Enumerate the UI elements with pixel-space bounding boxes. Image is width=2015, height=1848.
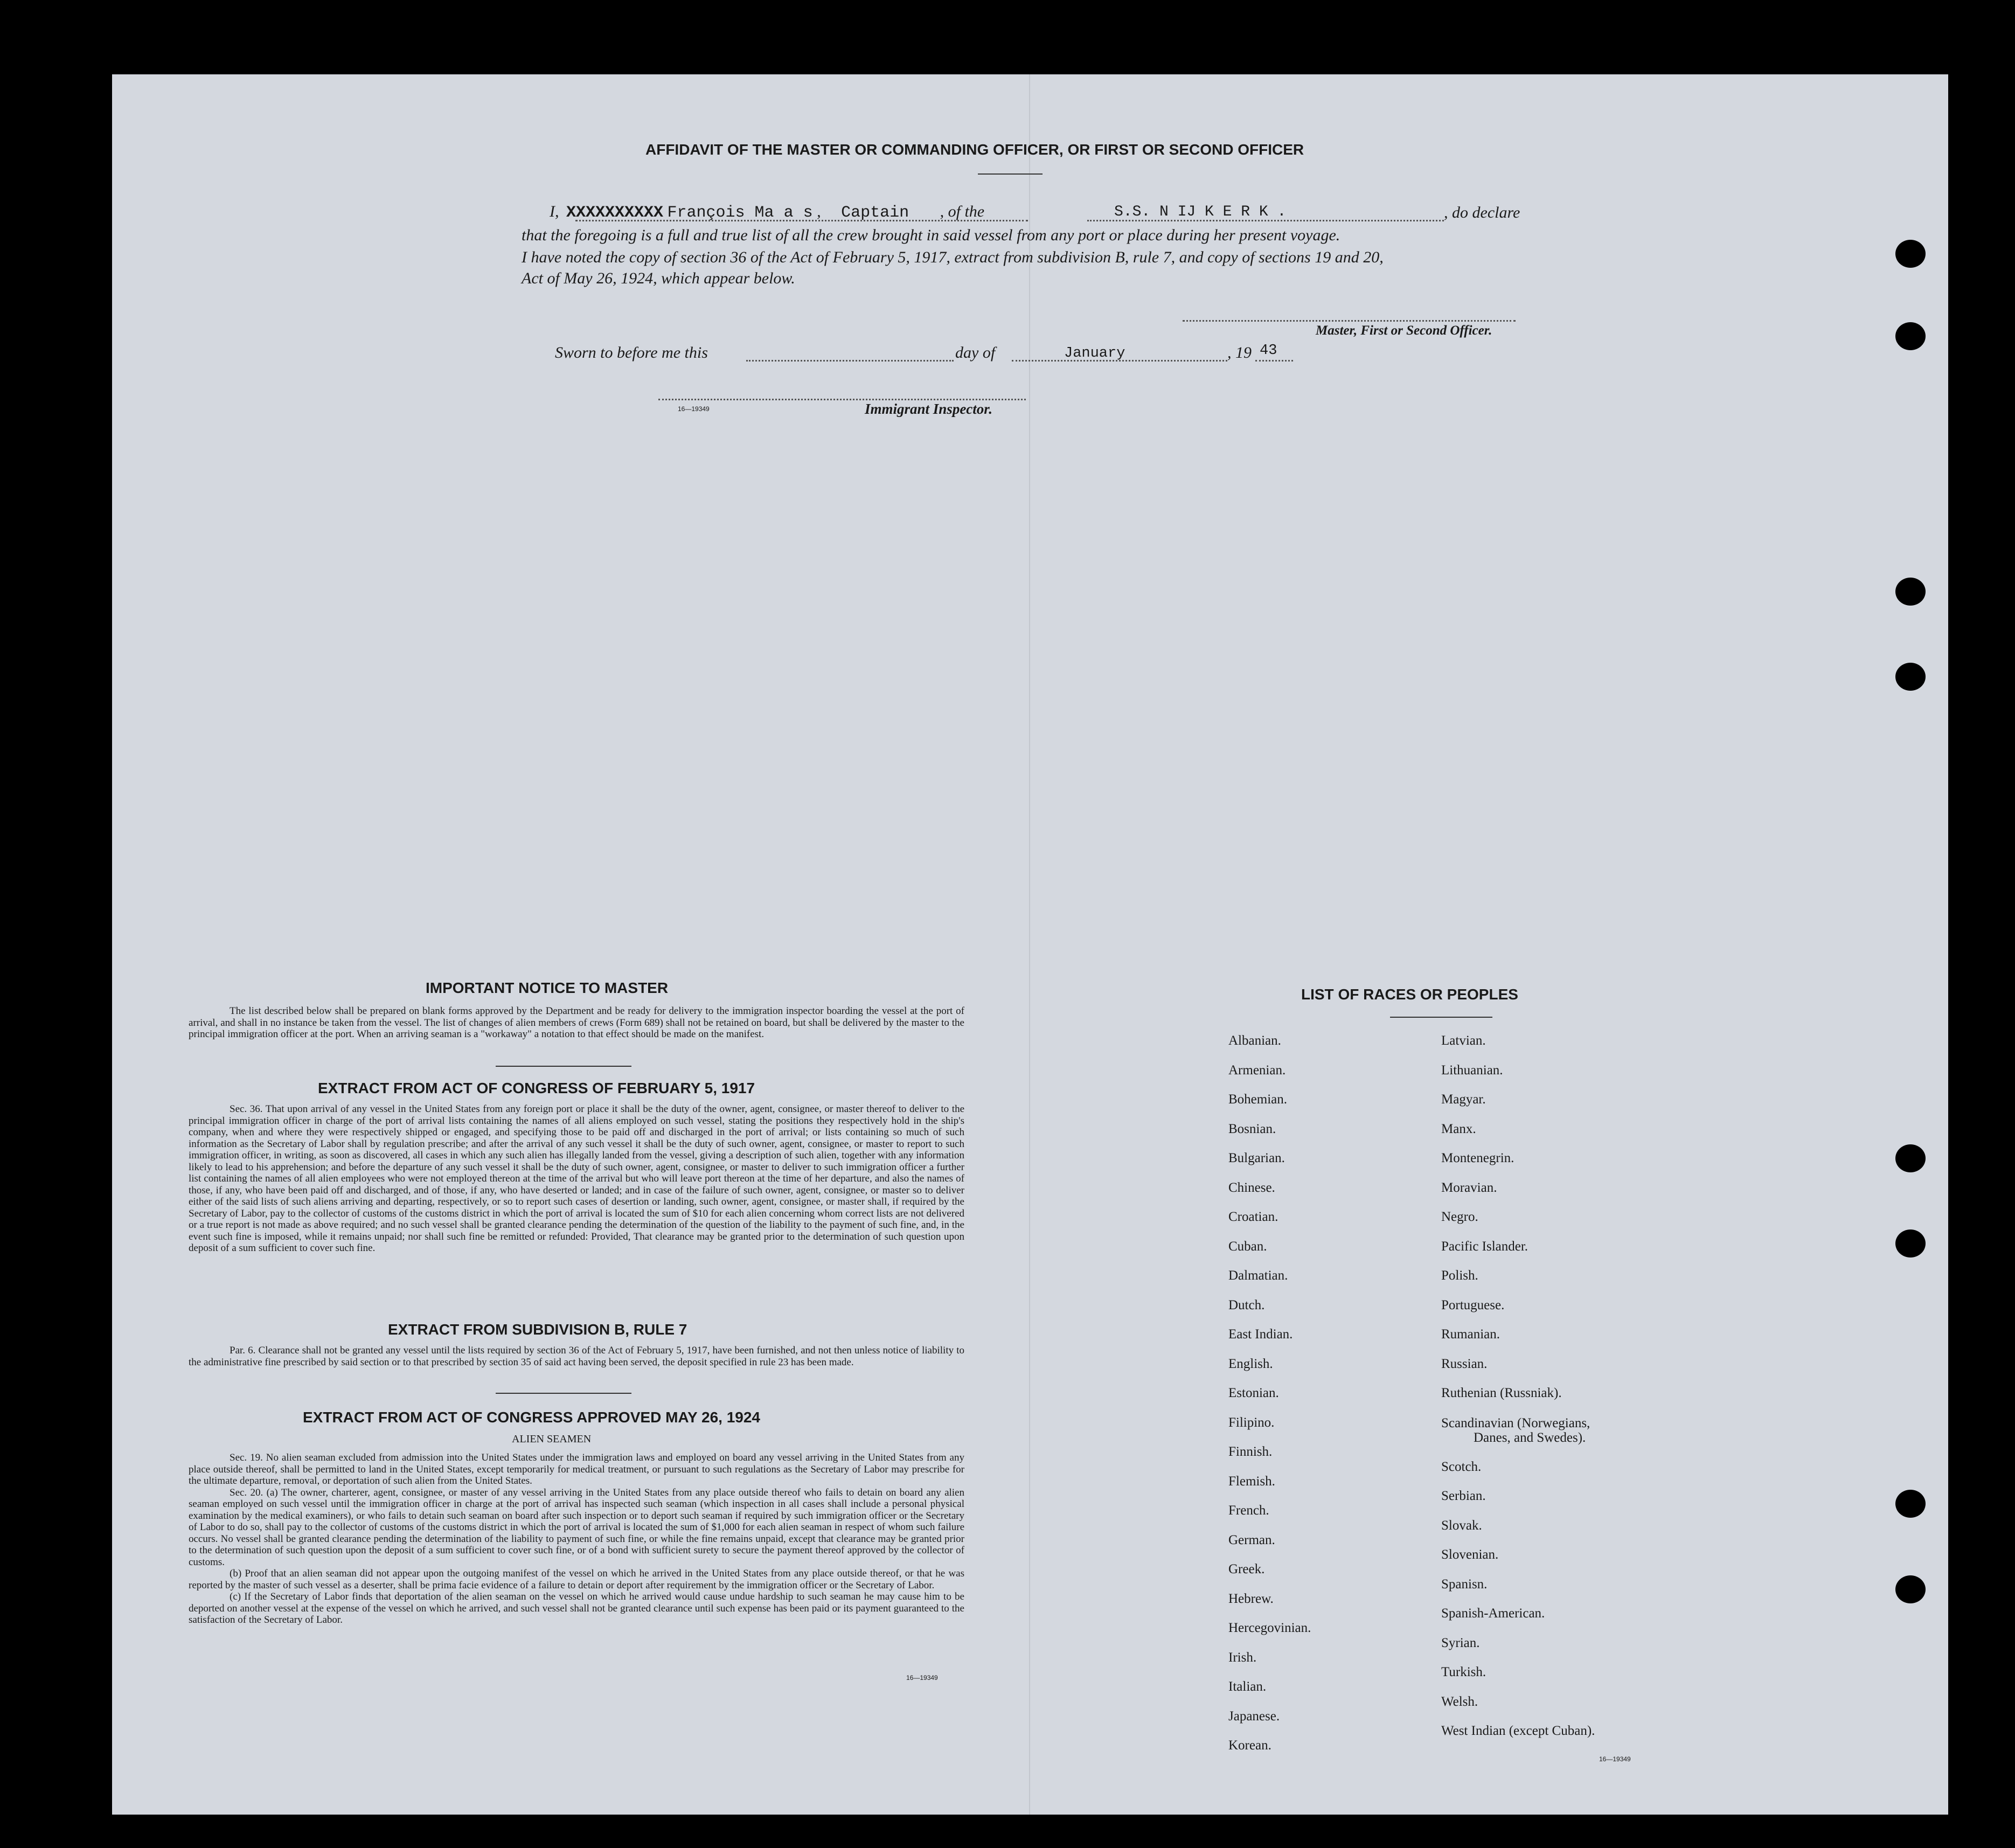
extract-1924-text xyxy=(189,1452,964,1626)
comma: , xyxy=(817,203,821,220)
race-item: East Indian. xyxy=(1228,1327,1293,1342)
form-number-top: 16—19349 xyxy=(678,405,710,413)
punch-hole xyxy=(1895,240,1926,268)
races-form-number: 16—19349 xyxy=(1599,1755,1631,1763)
extract-1924-title: EXTRACT FROM ACT OF CONGRESS APPROVED MAY 26, 1924 xyxy=(303,1409,760,1426)
master-name: François Ma a s xyxy=(667,204,813,222)
struck-text: XXXXXXXXXX xyxy=(566,204,664,222)
race-item: Danes, and Swedes). xyxy=(1474,1430,1586,1445)
form-number-bottom: 16—19349 xyxy=(906,1674,938,1682)
page-fold xyxy=(1029,74,1030,1815)
name-underline xyxy=(575,220,1028,221)
punch-hole xyxy=(1895,322,1926,350)
sworn-year: 43 xyxy=(1260,343,1277,359)
race-item: Slovenian. xyxy=(1441,1547,1499,1562)
race-item: Welsh. xyxy=(1441,1694,1478,1709)
section-rule xyxy=(496,1066,631,1067)
race-item: Ruthenian (Russniak). xyxy=(1441,1386,1562,1400)
race-item: Lithuanian. xyxy=(1441,1062,1503,1078)
punch-hole xyxy=(1895,663,1926,691)
of-the-label: , of the xyxy=(940,203,985,220)
punch-hole xyxy=(1895,1575,1926,1603)
race-item: Cuban. xyxy=(1228,1239,1267,1254)
notice-paragraph: The list described below shall be prepared on blank forms approved by the Department and be ready for delivery to the immigration inspector boarding the vessel at the port of arrival, and shall in no instance be taken from the vessel. The list of changes of alien members of crews (Form 689) shall not be retained on board, but shall be delivered by the master to the principal immigration officer at the port. When an arriving seaman is a "workaway" a notation to that effect should be made on the manifest. xyxy=(189,1005,964,1040)
race-item: Italian. xyxy=(1228,1679,1267,1694)
punch-hole xyxy=(1895,1490,1926,1518)
pronoun-i: I, xyxy=(550,203,559,220)
race-item: Korean. xyxy=(1228,1738,1271,1753)
month-line xyxy=(1012,360,1227,362)
rule7-paragraph: Par. 6. Clearance shall not be granted any vessel until the lists required by section 36 of the Act of February 5, 1917, have been furnished, and not then unless notice of liability to the administrative fine prescribed by said section or to that prescribed by section 35 of said act having been served, the deposit specified in rule 23 has been made. xyxy=(189,1345,964,1368)
race-item: Croatian. xyxy=(1228,1210,1279,1224)
race-item: Rumanian. xyxy=(1441,1327,1500,1342)
race-item: Hercegovinian. xyxy=(1228,1621,1311,1635)
race-item: Bulgarian. xyxy=(1228,1151,1285,1165)
punch-hole xyxy=(1895,578,1926,606)
race-item: Filipino. xyxy=(1228,1415,1275,1430)
race-item: Finnish. xyxy=(1228,1444,1273,1459)
affidavit-line-1 xyxy=(550,203,984,222)
extract-1917-title: EXTRACT FROM ACT OF CONGRESS OF FEBRUARY 5, 1917 xyxy=(318,1080,755,1096)
race-item: Armenian. xyxy=(1228,1062,1286,1078)
vessel-underline xyxy=(1087,220,1444,221)
race-item: Syrian. xyxy=(1441,1635,1480,1650)
sec20a-paragraph: Sec. 20. (a) The owner, charterer, agent, consignee, or master of any vessel arriving in the United States from any place outside thereof who fails to detain on board any alien seaman employed on such vessel until the immigration officer in charge at the port of arrival has inspected such seaman (which inspection in all cases shall include a personal physical examination by the medical examiners), or who fails to detain such seaman on board after such inspection or to deport such seaman if required by such immigration officer or the Secretary of Labor to do so, shall pay to the collector of customs of the customs district in which the port of arrival is located the sum of $1,000 for each alien seaman in respect of whom such failure occurs. No vessel shall be granted clearance pending the determination of the liability to payment of such fine, or while the fine remains unpaid, except that clearance may be granted prior to the determination of such question upon the deposit of a sum sufficient to cover such fine, or of a bond with sufficient surety to secure the payment thereof approved by the collector of customs. xyxy=(189,1486,964,1568)
sworn-label: Sworn to before me this xyxy=(555,344,708,362)
year-prefix: , 19 xyxy=(1227,344,1252,362)
race-item: Flemish. xyxy=(1228,1474,1275,1489)
race-item: Bosnian. xyxy=(1228,1121,1276,1136)
races-left-column xyxy=(1228,1026,1311,1761)
inspector-signature-line xyxy=(658,399,1026,400)
sec36-paragraph: Sec. 36. That upon arrival of any vessel in the United States from any foreign port or place it shall be the duty of the owner, agent, consignee, or master thereof to deliver to the principal immigration officer in charge of the port of arrival lists containing the names of all aliens employed on such vessel, stating the positions they respectively hold in the ship's company, when and where they were respectively shipped or engaged, and specifying those to be paid off and discharged in the port of arrival; or lists containing so much of such information as the Secretary of Labor shall by regulation prescribe; and after the arrival of any such vessel it shall be the duty of such owner, agent, consignee, or master to report to such immigration officer, in writing, as soon as discovered, all cases in which any such alien has illegally landed from the vessel, giving a description of such alien, together with any information likely to lead to his apprehension; and before the departure of any such vessel it shall be the duty of such owner, agent, consignee, or master to deliver to such immigration officer a further list containing the names of all alien employees who were not employed thereon at the time of the arrival but who will leave port thereon at the time of her departure, and also the names of those, if any, who have been paid off and discharged, and of those, if any, who have deserted or landed; and in case of the failure of such owner, agent, consignee, or master so to deliver either of the said lists of such aliens arriving and departing, respectively, or so to report such cases of desertion or landing, such owner, agent, consignee, or master shall, if required by the Secretary of Labor, pay to the collector of customs of the customs district in which the port of arrival is located the sum of $10 for each alien concerning whom correct lists are not delivered or a true report is not made as above required; and no such vessel shall be granted clearance pending the determination of the question of the liability to the payment of such fine, and, in the event such fine is imposed, while it remains unpaid; nor shall such fine be remitted or refunded: Provided, That clearance may be granted prior to the determination of such question upon deposit of a sum sufficient to cover such fine. xyxy=(189,1103,964,1254)
race-item: Portuguese. xyxy=(1441,1297,1505,1312)
race-item: Manx. xyxy=(1441,1121,1476,1136)
extract-1917-text xyxy=(189,1103,964,1254)
race-item: Dutch. xyxy=(1228,1297,1265,1312)
race-item: Greek. xyxy=(1228,1562,1265,1576)
races-right-column xyxy=(1441,1026,1595,1746)
race-item: Spanish-American. xyxy=(1441,1606,1545,1621)
race-item: Negro. xyxy=(1441,1210,1478,1224)
vessel-name: S.S. N IJ K E R K . xyxy=(1114,204,1287,220)
sec20b-paragraph: (b) Proof that an alien seaman did not appear upon the outgoing manifest of the vessel on which he arrived in the United States from any place outside thereof, or that he was reported by the master of such vessel as a deserter, shall be prima facie evidence of a failure to detain or deport after requirement by the immigration officer or the Secretary of Labor. xyxy=(189,1568,964,1591)
race-item: Slovak. xyxy=(1441,1518,1482,1533)
race-item: Chinese. xyxy=(1228,1180,1275,1195)
race-item: Bohemian. xyxy=(1228,1092,1288,1107)
race-item: German. xyxy=(1228,1532,1275,1547)
races-rule xyxy=(1390,1017,1492,1018)
race-item: French. xyxy=(1228,1503,1269,1518)
race-item: West Indian (except Cuban). xyxy=(1441,1724,1595,1738)
race-item: Hebrew. xyxy=(1228,1591,1274,1606)
race-item: English. xyxy=(1228,1356,1273,1371)
extract-rule7-title: EXTRACT FROM SUBDIVISION B, RULE 7 xyxy=(388,1321,687,1338)
race-item: Dalmatian. xyxy=(1228,1268,1288,1283)
master-signature-label: Master, First or Second Officer. xyxy=(1316,323,1492,338)
master-signature-line xyxy=(1183,320,1516,322)
notice-title: IMPORTANT NOTICE TO MASTER xyxy=(426,979,669,996)
race-item: Turkish. xyxy=(1441,1665,1486,1679)
race-item: Japanese. xyxy=(1228,1708,1280,1724)
title-rule xyxy=(978,173,1043,175)
punch-hole xyxy=(1895,1229,1926,1258)
affidavit-title: AFFIDAVIT OF THE MASTER OR COMMANDING OFFICER, OR FIRST OR SECOND OFFICER xyxy=(645,141,1304,158)
sworn-month: January xyxy=(1064,345,1125,362)
race-item: Estonian. xyxy=(1228,1386,1279,1400)
race-item: Spanisn. xyxy=(1441,1576,1488,1592)
race-item: Magyar. xyxy=(1441,1092,1486,1107)
race-item: Serbian. xyxy=(1441,1489,1486,1503)
race-item: Irish. xyxy=(1228,1650,1257,1665)
master-rank: Captain xyxy=(841,204,909,222)
races-title: LIST OF RACES OR PEOPLES xyxy=(1301,986,1518,1003)
affidavit-line-4: Act of May 26, 1924, which appear below. xyxy=(522,269,795,287)
do-declare-label: , do declare xyxy=(1444,204,1520,221)
race-item: Scotch. xyxy=(1441,1459,1482,1474)
sec20c-paragraph: (c) If the Secretary of Labor finds that deportation of the alien seaman on the vessel on which he arrived would cause undue hardship to such seaman he may cause him to be deported on another vessel at the expense of the vessel on which he arrived, and such vessel shall not be granted clearance until such expense has been paid or its payment guaranteed to the satisfaction of the Secretary of Labor. xyxy=(189,1591,964,1625)
race-item: Latvian. xyxy=(1441,1033,1486,1048)
year-line xyxy=(1255,360,1293,362)
inspector-label: Immigrant Inspector. xyxy=(865,401,993,417)
sworn-day-line xyxy=(746,360,954,362)
affidavit-line-3: I have noted the copy of section 36 of the Act of February 5, 1917, extract from subdivision B, rule 7, and copy of sections 19 and 20, xyxy=(522,248,1384,266)
race-item: Polish. xyxy=(1441,1268,1478,1283)
sec19-paragraph: Sec. 19. No alien seaman excluded from admission into the United States under the immigration laws and employed on board any vessel arriving in the United States from any place outside thereof, shall be permitted to land in the United States, except temporarily for medical treatment, or pursuant to such regulations as the Secretary of Labor may prescribe for the ultimate departure, removal, or deportation of such alien from the United States. xyxy=(189,1452,964,1486)
alien-seamen-subtitle: ALIEN SEAMEN xyxy=(512,1433,592,1445)
race-item: Montenegrin. xyxy=(1441,1151,1514,1165)
day-of-label: day of xyxy=(955,344,996,362)
section-rule xyxy=(496,1393,631,1394)
notice-text xyxy=(189,1005,964,1040)
extract-rule7-text xyxy=(189,1345,964,1368)
race-item: Scandinavian (Norwegians, xyxy=(1441,1415,1590,1430)
race-item: Moravian. xyxy=(1441,1180,1497,1195)
affidavit-line-2: that the foregoing is a full and true list of all the crew brought in said vessel from any port or place during her present voyage. xyxy=(522,226,1340,244)
race-item: Russian. xyxy=(1441,1356,1488,1371)
race-item: Pacific Islander. xyxy=(1441,1239,1528,1254)
punch-hole xyxy=(1895,1144,1926,1172)
race-item: Albanian. xyxy=(1228,1033,1281,1048)
